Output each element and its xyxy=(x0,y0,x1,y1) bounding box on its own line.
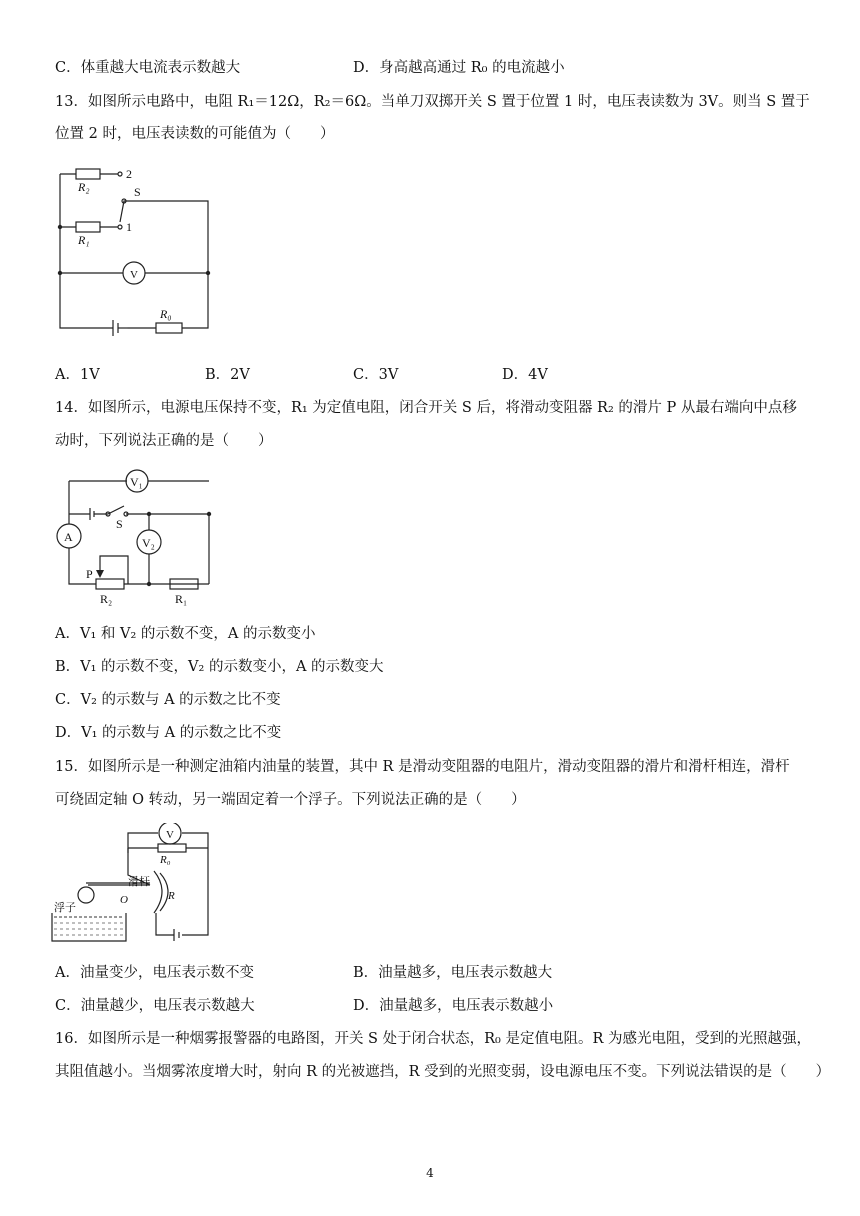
q16-stem-line2: 其阻值越小。当烟雾浓度增大时，射向 R 的光被遮挡，R 受到的光照变弱，设电源电压不变。下列说法错误的是（ ） xyxy=(55,1064,831,1080)
q14-label-v1: V₁ xyxy=(130,475,143,489)
q14-stem-line2: 动时，下列说法正确的是（ ） xyxy=(55,433,273,449)
q15-option-a: A．油量变少，电压表示数不变 xyxy=(55,965,254,981)
q15-stem-line2: 可绕固定轴 O 转动，另一端固定着一个浮子。下列说法正确的是（ ） xyxy=(55,792,526,808)
q13-label-r0: R₀ xyxy=(160,307,172,321)
q16-stem-line1: 16．如图所示是一种烟雾报警器的电路图，开关 S 处于闭合状态，R₀ 是定值电阻。R 为感光电阻，受到的光照越强， xyxy=(55,1031,811,1047)
q13-option-a: A．1V xyxy=(55,367,100,383)
q13-label-r2: R₂ xyxy=(78,180,90,194)
q12-option-c: C．体重越大电流表示数越大 xyxy=(55,60,241,76)
q14-circuit-diagram xyxy=(52,466,222,606)
q15-label-o: O xyxy=(120,894,128,906)
q14-option-a: A．V₁ 和 V₂ 的示数不变，A 的示数变小 xyxy=(55,626,316,642)
q13-label-1: 1 xyxy=(126,220,132,234)
q14-label-s: S xyxy=(116,517,123,531)
q14-stem-line1: 14．如图所示，电源电压保持不变，R₁ 为定值电阻，闭合开关 S 后，将滑动变阻器 R₂ 的滑片 P 从最右端向中点移 xyxy=(55,400,797,416)
q13-label-s: S xyxy=(134,185,141,199)
q15-option-b: B．油量越多，电压表示数越大 xyxy=(353,965,553,981)
q15-stem-line1: 15．如图所示是一种测定油箱内油量的装置，其中 R 是滑动变阻器的电阻片，滑动变阻器的滑片和滑杆相连，滑杆 xyxy=(55,759,790,775)
q15-label-r0: R₀ xyxy=(160,854,171,866)
q14-option-d: D．V₁ 的示数与 A 的示数之比不变 xyxy=(55,725,282,741)
q13-stem-line2: 位置 2 时，电压表读数的可能值为（ ） xyxy=(55,126,335,142)
q14-label-v2: V₂ xyxy=(142,536,155,550)
q15-label-v: V xyxy=(166,829,174,841)
q15-option-c: C．油量越少，电压表示数越大 xyxy=(55,998,255,1014)
q13-label-2: 2 xyxy=(126,167,132,181)
q13-circuit-diagram xyxy=(48,160,218,342)
q15-label-float: 浮子 xyxy=(54,902,76,914)
q14-option-c: C．V₂ 的示数与 A 的示数之比不变 xyxy=(55,692,281,708)
q13-label-v: V xyxy=(130,269,138,281)
q14-label-r1: R₁ xyxy=(175,592,188,606)
q14-label-p: P xyxy=(86,567,93,581)
q15-label-rod: 滑杆 xyxy=(128,876,150,888)
q14-option-b: B．V₁ 的示数不变，V₂ 的示数变小，A 的示数变大 xyxy=(55,659,384,675)
q15-label-r: R xyxy=(168,890,175,902)
q13-option-c: C．3V xyxy=(353,367,399,383)
q13-option-d: D．4V xyxy=(502,367,548,383)
q12-option-d: D．身高越高通过 R₀ 的电流越小 xyxy=(353,60,565,76)
q15-option-d: D．油量越多，电压表示数越小 xyxy=(353,998,554,1014)
q13-stem-line1: 13．如图所示电路中，电阻 R₁＝12Ω，R₂＝6Ω。当单刀双掷开关 S 置于位置 1 时，电压表读数为 3V。则当 S 置于 xyxy=(55,94,810,110)
q14-label-r2: R₂ xyxy=(100,592,113,606)
q14-label-a: A xyxy=(64,530,73,544)
page-number: 4 xyxy=(426,1166,434,1180)
q13-label-r1: R₁ xyxy=(78,233,90,247)
q13-option-b: B．2V xyxy=(205,367,250,383)
q15-oil-gauge-diagram xyxy=(50,823,215,947)
